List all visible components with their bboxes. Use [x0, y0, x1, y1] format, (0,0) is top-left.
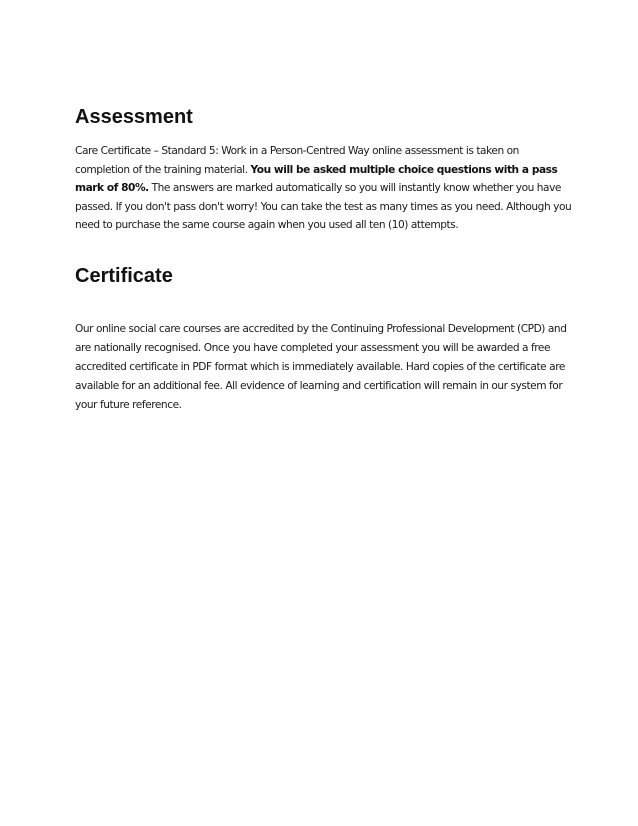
assessment-text-intro: Care Certificate – Standard 5: Work in a Person-Centred Way online assessment is taken on completion of the training material. [75, 145, 519, 176]
assessment-paragraph [75, 142, 575, 235]
assessment-text-emphasis: You will be asked multiple choice questions with a pass mark of 80%. [75, 163, 558, 194]
assessment-text-details: The answers are marked automatically so you will instantly know whether you have passed. If you don't pass don't worry! You can take the test as many times as you need. Although you need to purchase the same course again when you used all ten (10) attempts. [75, 182, 572, 231]
certificate-heading: Certificate [75, 265, 173, 287]
certificate-paragraph: Our online social care courses are accredited by the Continuing Professional Development (CPD) and are nationally recognised. Once you have completed your assessment you will be awarded a free accredited certificate in PDF format which is immediately available. Hard copies of the certificate are available for an additional fee. All evidence of learning and certification will remain in our system for your future reference. [75, 323, 567, 411]
assessment-heading: Assessment [75, 106, 193, 128]
